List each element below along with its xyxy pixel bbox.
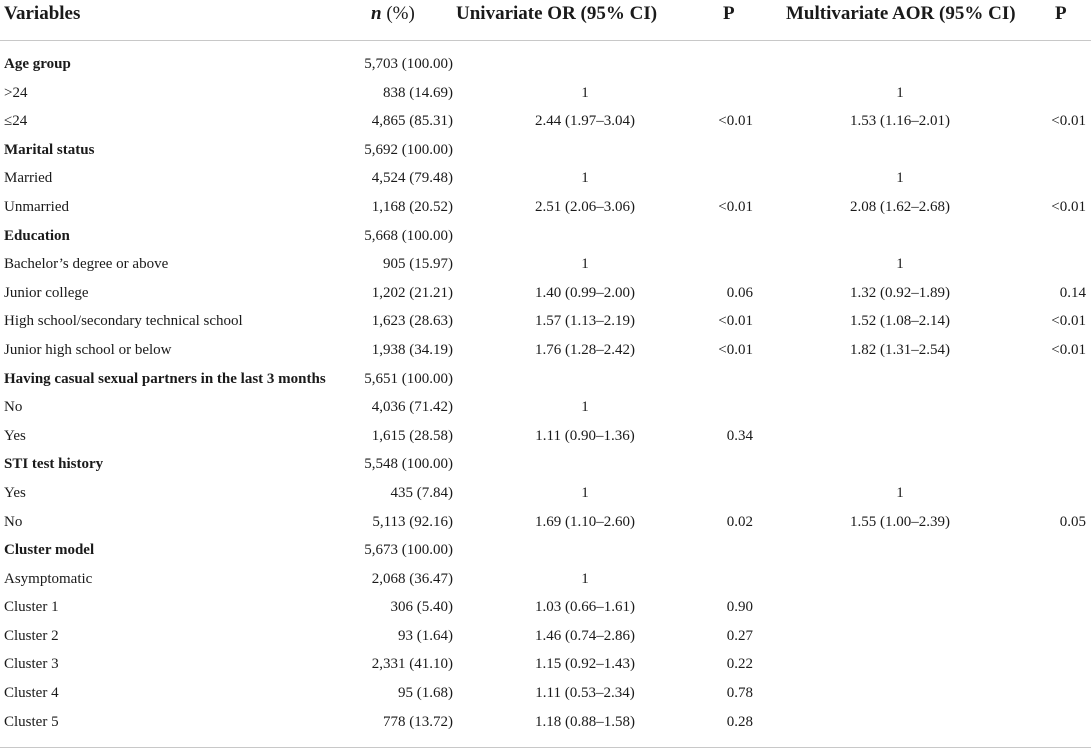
cell-variable: Cluster 4 (4, 685, 59, 702)
cell-multivariate-aor: 1.52 (1.08–2.14) (850, 313, 950, 330)
group-row (0, 536, 1091, 565)
table-row (0, 250, 1091, 279)
cell-variable: Having casual sexual partners in the last 3 months (4, 370, 326, 387)
cell-p-univariate: 0.28 (726, 713, 753, 730)
cell-variable: Unmarried (4, 198, 69, 215)
cell-variable: Age group (4, 56, 71, 72)
header-variables: Variables (4, 3, 81, 24)
cell-univariate-or: 1.15 (0.92–1.43) (535, 656, 635, 673)
cell-n-percent: 1,938 (34.19) (371, 341, 453, 358)
header-percent: (%) (381, 3, 415, 24)
table-row (0, 650, 1091, 679)
cell-multivariate-aor: 1 (896, 170, 904, 187)
cell-n-percent: 905 (15.97) (383, 256, 453, 273)
cell-univariate-or: 1 (581, 256, 589, 273)
cell-univariate-or: 1.76 (1.28–2.42) (535, 341, 635, 358)
cell-variable: Cluster 3 (4, 656, 59, 673)
cell-n-percent: 5,692 (100.00) (364, 141, 453, 158)
header-p-univariate: P (723, 3, 735, 24)
cell-n-percent: 2,068 (36.47) (371, 570, 453, 587)
cell-n-percent: 838 (14.69) (383, 84, 453, 101)
header-divider (0, 40, 1091, 41)
cell-multivariate-aor: 1 (896, 256, 904, 273)
cell-variable: Cluster 1 (4, 599, 59, 616)
cell-univariate-or: 1 (581, 84, 589, 101)
cell-multivariate-aor: 1.53 (1.16–2.01) (850, 113, 950, 130)
header-univariate-or: Univariate OR (95% CI) (456, 3, 658, 24)
cell-univariate-or: 1.18 (0.88–1.58) (535, 713, 635, 730)
cell-n-percent: 4,524 (79.48) (371, 170, 453, 187)
table-row (0, 336, 1091, 365)
cell-variable: Marital status (4, 141, 95, 158)
cell-multivariate-aor: 1 (896, 484, 904, 501)
cell-variable: Education (4, 227, 70, 244)
table-row (0, 307, 1091, 336)
cell-n-percent: 5,113 (92.16) (372, 513, 453, 530)
cell-p-multivariate: <0.01 (1051, 113, 1086, 130)
cell-p-univariate: 0.34 (726, 427, 753, 444)
cell-p-univariate: 0.27 (726, 627, 753, 644)
cell-n-percent: 5,651 (100.00) (364, 370, 453, 387)
cell-variable: Yes (4, 427, 26, 444)
cell-univariate-or: 1.40 (0.99–2.00) (535, 284, 635, 301)
table-row (0, 593, 1091, 622)
cell-univariate-or: 1 (581, 484, 589, 501)
cell-p-multivariate: <0.01 (1051, 313, 1086, 330)
cell-n-percent: 4,036 (71.42) (371, 399, 453, 416)
header-n-percent (371, 3, 415, 25)
cell-p-univariate: 0.90 (726, 599, 753, 616)
cell-n-percent: 1,615 (28.58) (371, 427, 453, 444)
table-row (0, 279, 1091, 308)
table-header (0, 0, 1091, 30)
table-body (0, 50, 1091, 736)
cell-univariate-or: 1.46 (0.74–2.86) (535, 627, 635, 644)
cell-variable: STI test history (4, 456, 104, 473)
table-row (0, 622, 1091, 651)
cell-variable: Cluster model (4, 542, 95, 559)
table-row (0, 422, 1091, 451)
cell-univariate-or: 1 (581, 570, 589, 587)
table-row (0, 193, 1091, 222)
cell-multivariate-aor: 2.08 (1.62–2.68) (850, 198, 950, 215)
group-row (0, 222, 1091, 251)
cell-variable: No (4, 513, 23, 530)
table-row (0, 79, 1091, 108)
table-row (0, 107, 1091, 136)
cell-n-percent: 95 (1.68) (398, 685, 453, 702)
cell-univariate-or: 2.44 (1.97–3.04) (535, 113, 635, 130)
group-row (0, 365, 1091, 394)
header-multivariate-aor: Multivariate AOR (95% CI) (786, 3, 1016, 24)
cell-p-univariate: <0.01 (718, 113, 753, 130)
cell-n-percent: 93 (1.64) (398, 627, 453, 644)
cell-multivariate-aor: 1.55 (1.00–2.39) (850, 513, 950, 530)
cell-n-percent: 5,668 (100.00) (364, 227, 453, 244)
cell-variable: High school/secondary technical school (4, 313, 243, 330)
cell-variable: >24 (4, 84, 28, 101)
cell-variable: Junior high school or below (4, 341, 172, 358)
cell-variable: Cluster 5 (4, 713, 59, 730)
table-row (0, 479, 1091, 508)
cell-multivariate-aor: 1 (896, 84, 904, 101)
cell-p-multivariate: <0.01 (1051, 198, 1086, 215)
cell-p-univariate: <0.01 (718, 198, 753, 215)
cell-n-percent: 1,623 (28.63) (371, 313, 453, 330)
cell-p-univariate: 0.06 (726, 284, 753, 301)
cell-multivariate-aor: 1.82 (1.31–2.54) (850, 341, 950, 358)
cell-p-multivariate: 0.14 (1059, 284, 1086, 301)
cell-n-percent: 4,865 (85.31) (371, 113, 453, 130)
cell-variable: Cluster 2 (4, 627, 59, 644)
cell-n-percent: 306 (5.40) (390, 599, 453, 616)
cell-univariate-or: 1.11 (0.53–2.34) (535, 685, 635, 702)
table-bottom-rule (0, 747, 1091, 748)
table-row (0, 508, 1091, 537)
cell-variable: Asymptomatic (4, 570, 93, 587)
cell-variable: Married (4, 170, 53, 187)
cell-n-percent: 5,703 (100.00) (364, 56, 453, 72)
table-row (0, 708, 1091, 737)
group-row (0, 50, 1091, 79)
cell-univariate-or: 2.51 (2.06–3.06) (535, 198, 635, 215)
cell-n-percent: 435 (7.84) (390, 484, 453, 501)
cell-univariate-or: 1 (581, 170, 589, 187)
cell-variable: ≤24 (4, 113, 28, 130)
table-row (0, 393, 1091, 422)
cell-p-univariate: <0.01 (718, 341, 753, 358)
cell-p-univariate: 0.02 (726, 513, 753, 530)
cell-univariate-or: 1.69 (1.10–2.60) (535, 513, 635, 530)
cell-p-multivariate: 0.05 (1059, 513, 1086, 530)
cell-variable: Yes (4, 484, 26, 501)
cell-n-percent: 1,168 (20.52) (371, 198, 453, 215)
cell-n-percent: 2,331 (41.10) (371, 656, 453, 673)
cell-variable: Bachelor’s degree or above (4, 256, 169, 273)
table-row (0, 679, 1091, 708)
cell-p-univariate: 0.78 (726, 685, 753, 702)
cell-variable: No (4, 399, 23, 416)
group-row (0, 136, 1091, 165)
cell-multivariate-aor: 1.32 (0.92–1.89) (850, 284, 950, 301)
cell-univariate-or: 1.57 (1.13–2.19) (535, 313, 635, 330)
cell-n-percent: 5,548 (100.00) (364, 456, 453, 473)
cell-p-univariate: 0.22 (726, 656, 753, 673)
header-p-multivariate: P (1055, 3, 1067, 24)
table-row (0, 565, 1091, 594)
cell-variable: Junior college (4, 284, 89, 301)
cell-n-percent: 778 (13.72) (383, 713, 453, 730)
cell-univariate-or: 1.03 (0.66–1.61) (535, 599, 635, 616)
table-row (0, 164, 1091, 193)
group-row (0, 450, 1091, 479)
cell-n-percent: 5,673 (100.00) (364, 542, 453, 559)
cell-univariate-or: 1 (581, 399, 589, 416)
cell-univariate-or: 1.11 (0.90–1.36) (535, 427, 635, 444)
cell-p-multivariate: <0.01 (1051, 341, 1086, 358)
cell-p-univariate: <0.01 (718, 313, 753, 330)
header-n-italic: n (371, 3, 382, 24)
cell-n-percent: 1,202 (21.21) (371, 284, 453, 301)
